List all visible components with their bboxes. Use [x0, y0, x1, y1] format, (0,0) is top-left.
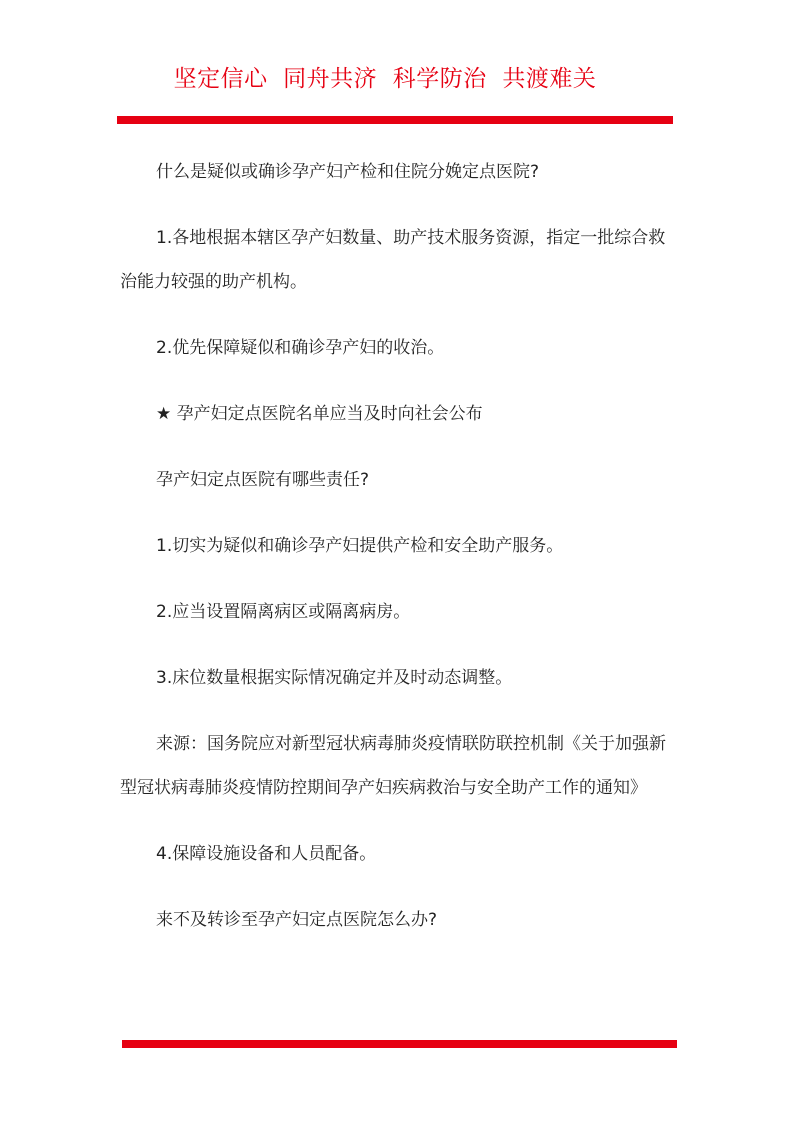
paragraph-item-2: 2.优先保障疑似和确诊孕产妇的收治。 [156, 338, 445, 358]
paragraph-question-2: 孕产妇定点医院有哪些责任? [156, 470, 370, 490]
paragraph-question-1: 什么是疑似或确诊孕产妇产检和住院分娩定点医院? [156, 162, 540, 182]
paragraph-duty-3: 3.床位数量根据实际情况确定并及时动态调整。 [156, 668, 513, 688]
paragraph-duty-4: 4.保障设施设备和人员配备。 [156, 844, 377, 864]
paragraph-duty-1: 1.切实为疑似和确诊孕产妇提供产检和安全助产服务。 [156, 536, 564, 556]
top-divider [117, 116, 673, 124]
paragraph-duty-2: 2.应当设置隔离病区或隔离病房。 [156, 602, 411, 622]
paragraph-question-3: 来不及转诊至孕产妇定点医院怎么办? [156, 910, 438, 930]
header-slogan: 坚定信心 同舟共济 科学防治 共渡难关 [173, 66, 597, 92]
paragraph-star-note: ★ 孕产妇定点医院名单应当及时向社会公布 [156, 404, 483, 424]
paragraph-source: 来源：国务院应对新型冠状病毒肺炎疫情联防联控机制《关于加强新型冠状病毒肺炎疫情防控期间孕产妇疾病救治与安全助产工作的通知》 [120, 734, 666, 798]
paragraph-item-1: 1.各地根据本辖区孕产妇数量、助产技术服务资源，指定一批综合救治能力较强的助产机构。 [120, 228, 666, 292]
bottom-divider [122, 1040, 677, 1048]
article-body [120, 150, 680, 964]
